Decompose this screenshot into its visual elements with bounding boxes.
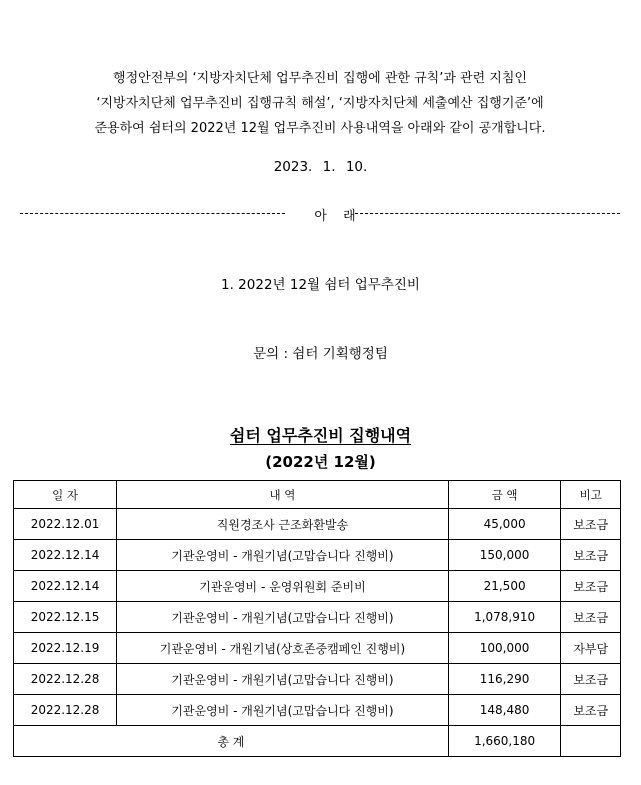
- table-row: [14, 664, 621, 695]
- divider-line-right: [355, 213, 620, 214]
- table-row: [14, 633, 621, 664]
- header-note: 비고: [561, 481, 621, 509]
- expense-table: [13, 480, 621, 757]
- total-label: 총 계: [14, 726, 449, 757]
- cell-note: 자부담: [561, 633, 621, 664]
- contact-info: 문의 : 쉼터 기획행정팀: [253, 346, 388, 362]
- table-row: [14, 540, 621, 571]
- cell-description: 기관운영비 - 개원기념(고맙습니다 진행비): [117, 602, 449, 633]
- cell-description: 기관운영비 - 개원기념(고맙습니다 진행비): [117, 540, 449, 571]
- cell-date: 2022.12.01: [14, 509, 117, 540]
- table-header-row: [14, 481, 621, 509]
- intro-line: ‘지방자치단체 업무추진비 집행규칙 해설’, ‘지방자치단체 세출예산 집행기준’에: [96, 96, 544, 111]
- cell-note: 보조금: [561, 602, 621, 633]
- total-note: [561, 726, 621, 757]
- list-item: 1. 2022년 12월 쉼터 업무추진비: [221, 277, 420, 293]
- cell-note: 보조금: [561, 695, 621, 726]
- cell-date: 2022.12.14: [14, 571, 117, 602]
- section-divider: [20, 203, 620, 225]
- cell-date: 2022.12.19: [14, 633, 117, 664]
- intro-line: 준용하여 쉼터의 2022년 12월 업무추진비 사용내역을 아래와 같이 공개합니다.: [94, 121, 546, 136]
- intro-line: 행정안전부의 ‘지방자치단체 업무추진비 집행에 관한 규칙’과 관련 지침인: [113, 71, 527, 86]
- cell-note: 보조금: [561, 540, 621, 571]
- cell-amount: 150,000: [448, 540, 561, 571]
- cell-amount: 100,000: [448, 633, 561, 664]
- table-title: [0, 423, 641, 446]
- intro-paragraph: [20, 66, 620, 141]
- cell-date: 2022.12.14: [14, 540, 117, 571]
- table-subtitle: (2022년 12월): [265, 453, 376, 471]
- cell-date: 2022.12.28: [14, 664, 117, 695]
- document-date: 2023. 1. 10.: [273, 159, 368, 175]
- header-description: 내 역: [117, 481, 449, 509]
- total-amount: 1,660,180: [448, 726, 561, 757]
- table-row: [14, 509, 621, 540]
- cell-amount: 21,500: [448, 571, 561, 602]
- table-row: [14, 602, 621, 633]
- cell-amount: 148,480: [448, 695, 561, 726]
- header-amount: 금 액: [448, 481, 561, 509]
- cell-note: 보조금: [561, 571, 621, 602]
- header-date: 일 자: [14, 481, 117, 509]
- divider-label: 아 래: [314, 209, 356, 224]
- cell-description: 기관운영비 - 개원기념(고맙습니다 진행비): [117, 664, 449, 695]
- divider-line-left: [20, 213, 285, 214]
- cell-date: 2022.12.28: [14, 695, 117, 726]
- cell-amount: 45,000: [448, 509, 561, 540]
- cell-date: 2022.12.15: [14, 602, 117, 633]
- cell-description: 기관운영비 - 개원기념(고맙습니다 진행비): [117, 695, 449, 726]
- cell-note: 보조금: [561, 664, 621, 695]
- cell-amount: 1,078,910: [448, 602, 561, 633]
- table-row: [14, 571, 621, 602]
- cell-amount: 116,290: [448, 664, 561, 695]
- table-title-text: 쉼터 업무추진비 집행내역: [229, 426, 412, 445]
- cell-note: 보조금: [561, 509, 621, 540]
- cell-description: 기관운영비 - 개원기념(상호존중캠페인 진행비): [117, 633, 449, 664]
- cell-description: 직원경조사 근조화환발송: [117, 509, 449, 540]
- cell-description: 기관운영비 - 운영위원회 준비비: [117, 571, 449, 602]
- total-row: [14, 726, 621, 757]
- table-row: [14, 695, 621, 726]
